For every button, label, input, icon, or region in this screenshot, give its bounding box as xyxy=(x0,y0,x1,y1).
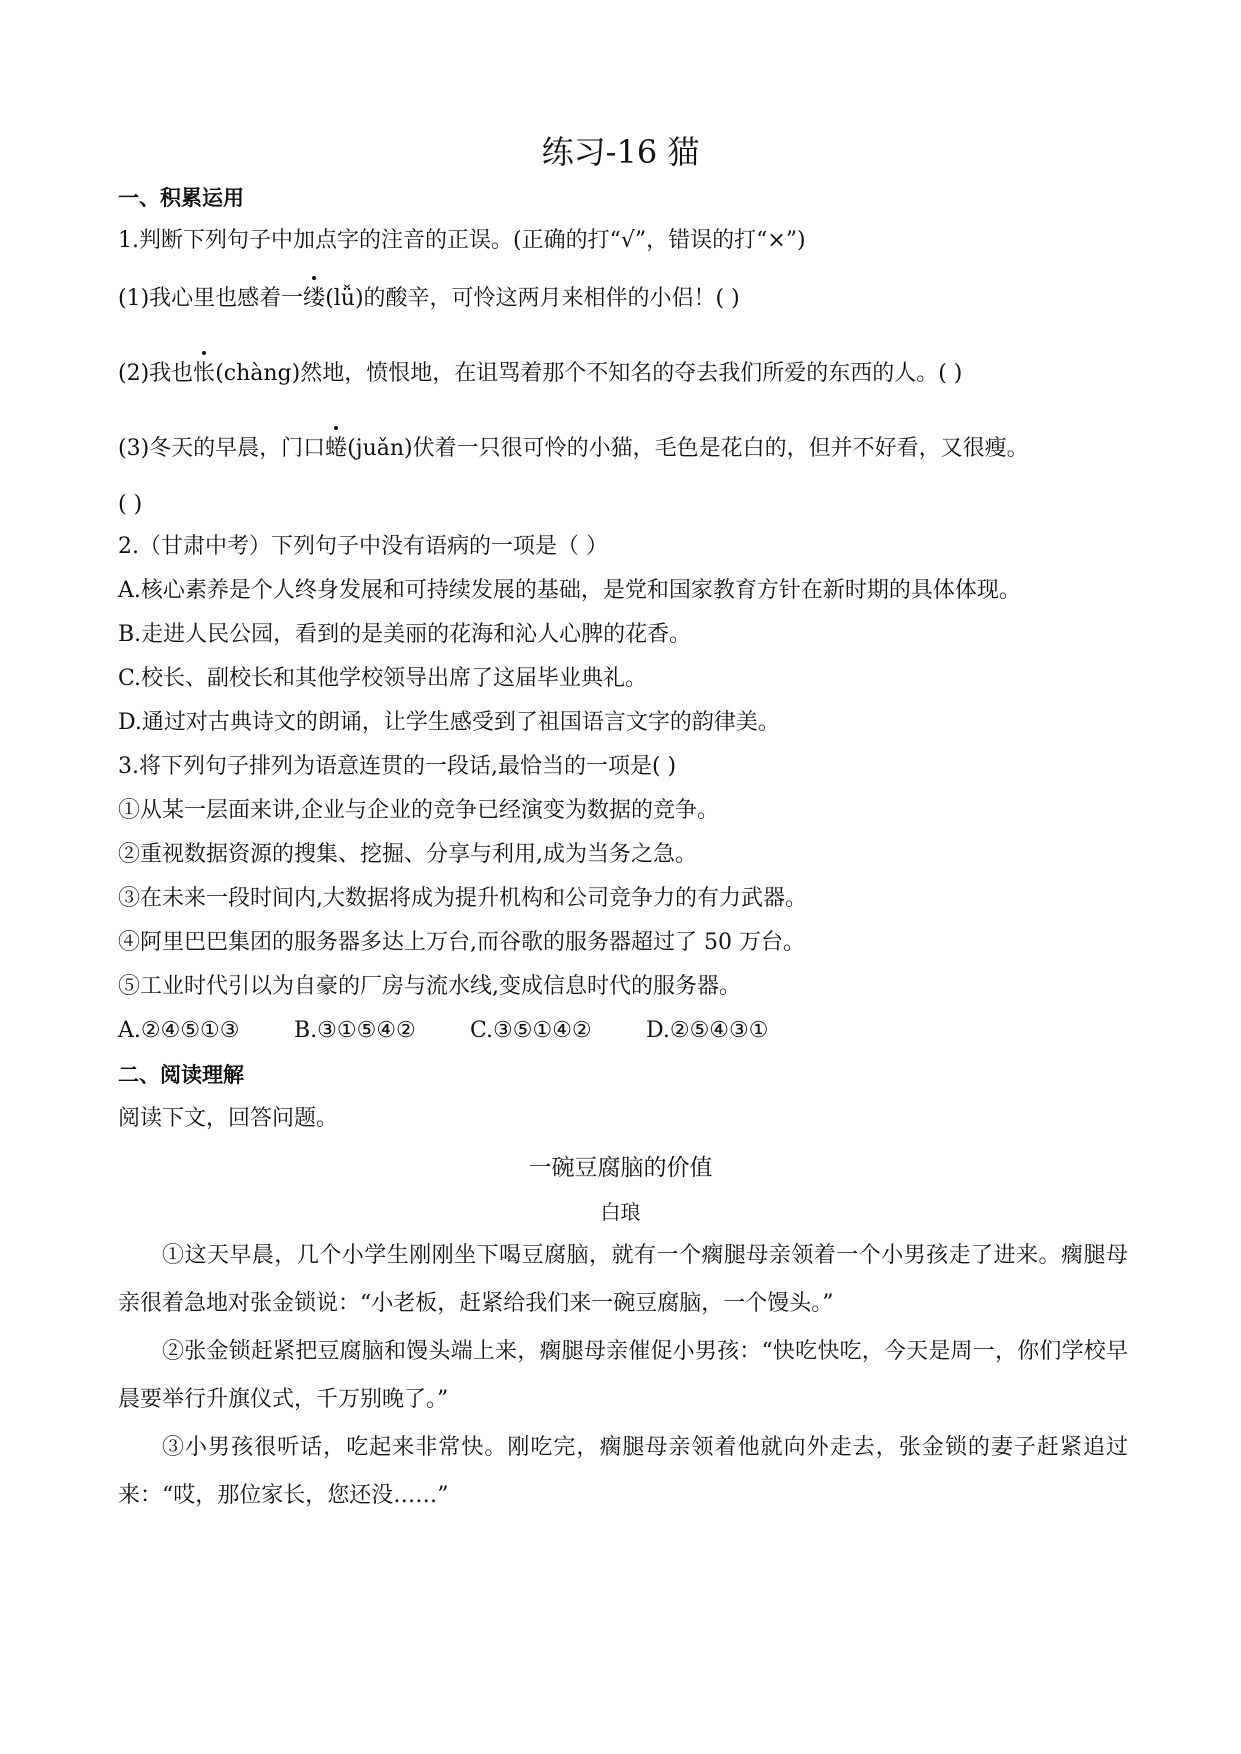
question-2-option-a: A.核心素养是个人终身发展和可持续发展的基础，是党和国家教育方针在新时期的具体体现。 xyxy=(118,578,1021,603)
question-2-option-c: C.校长、副校长和其他学校领导出席了这届毕业典礼。 xyxy=(118,666,648,691)
question-3-options xyxy=(118,1016,768,1046)
question-2-option-d: D.通过对古典诗文的朗诵，让学生感受到了祖国语言文字的韵律美。 xyxy=(118,710,780,735)
article-paragraph-2: ②张金锁赶紧把豆腐脑和馒头端上来，瘸腿母亲催促小男孩：“快吃快吃，今天是周一，你们学校早晨要举行升旗仪式，千万别晚了。” xyxy=(118,1339,1128,1412)
question-3-option-d: D.②⑤④③① xyxy=(646,1018,769,1043)
item-text-after: (chàng)然地，愤恨地，在诅骂着那个不知名的夺去我们所爱的东西的人。( ) xyxy=(215,361,963,386)
question-3-stem: 3.将下列句子排列为语意连贯的一段话,最恰当的一项是( ) xyxy=(118,754,677,779)
item-text-before: (3)冬天的早晨，门口 xyxy=(118,436,326,461)
section-heading-2: 二、阅读理解 xyxy=(118,1063,244,1087)
page-title: 练习-16 猫 xyxy=(541,133,700,171)
dotted-character: 蜷 xyxy=(325,434,347,464)
question-3-option-c: C.③⑤①④② xyxy=(470,1018,592,1043)
question-3-option-a: A.②④⑤①③ xyxy=(118,1018,240,1043)
question-1-item-2 xyxy=(118,359,962,389)
question-3-sentence: ②重视数据资源的搜集、挖掘、分享与利用,成为当务之急。 xyxy=(118,842,697,867)
item-text-after: (lǚ)的酸辛，可怜这两月来相伴的小侣！( ) xyxy=(325,286,740,311)
question-1-item-3 xyxy=(118,434,1029,464)
item-text-before: (2)我也 xyxy=(118,361,194,386)
article-title: 一碗豆腐脑的价值 xyxy=(528,1155,713,1181)
question-1-item-1 xyxy=(118,284,740,314)
section-heading-1: 一、积累运用 xyxy=(118,186,244,210)
question-1-item-3-answer: ( ) xyxy=(118,492,143,517)
dotted-character: 缕 xyxy=(303,284,325,314)
question-3-sentence: ③在未来一段时间内,大数据将成为提升机构和公司竞争力的有力武器。 xyxy=(118,886,807,911)
article-paragraph-1: ①这天早晨，几个小学生刚刚坐下喝豆腐脑，就有一个瘸腿母亲领着一个小男孩走了进来。瘸腿母亲很着急地对张金锁说：“小老板，赶紧给我们来一碗豆腐脑，一个馒头。” xyxy=(118,1243,1128,1316)
reading-instruction: 阅读下文，回答问题。 xyxy=(118,1106,339,1131)
article-paragraph-3: ③小男孩很听话，吃起来非常快。刚吃完，瘸腿母亲领着他就向外走去，张金锁的妻子赶紧追过来：“哎，那位家长，您还没……” xyxy=(118,1435,1128,1508)
question-3-sentence: ①从某一层面来讲,企业与企业的竞争已经演变为数据的竞争。 xyxy=(118,798,719,823)
question-3-sentence: ⑤工业时代引以为自豪的厂房与流水线,变成信息时代的服务器。 xyxy=(118,974,741,999)
question-1-stem: 1.判断下列句子中加点字的注音的正误。(正确的打“√”，错误的打“×”) xyxy=(118,228,806,253)
question-2-option-b: B.走进人民公园，看到的是美丽的花海和沁人心脾的花香。 xyxy=(118,622,692,647)
dotted-character: 怅 xyxy=(193,359,215,389)
question-3-sentence: ④阿里巴巴集团的服务器多达上万台,而谷歌的服务器超过了 50 万台。 xyxy=(118,930,805,955)
question-2-stem: 2.（甘肃中考）下列句子中没有语病的一项是（ ） xyxy=(118,534,608,559)
article-author: 白琅 xyxy=(600,1200,641,1224)
item-text-before: (1)我心里也感着一 xyxy=(118,286,304,311)
item-text-after: (juǎn)伏着一只很可怜的小猫，毛色是花白的，但并不好看，又很瘦。 xyxy=(347,436,1029,461)
question-3-option-b: B.③①⑤④② xyxy=(294,1018,416,1043)
